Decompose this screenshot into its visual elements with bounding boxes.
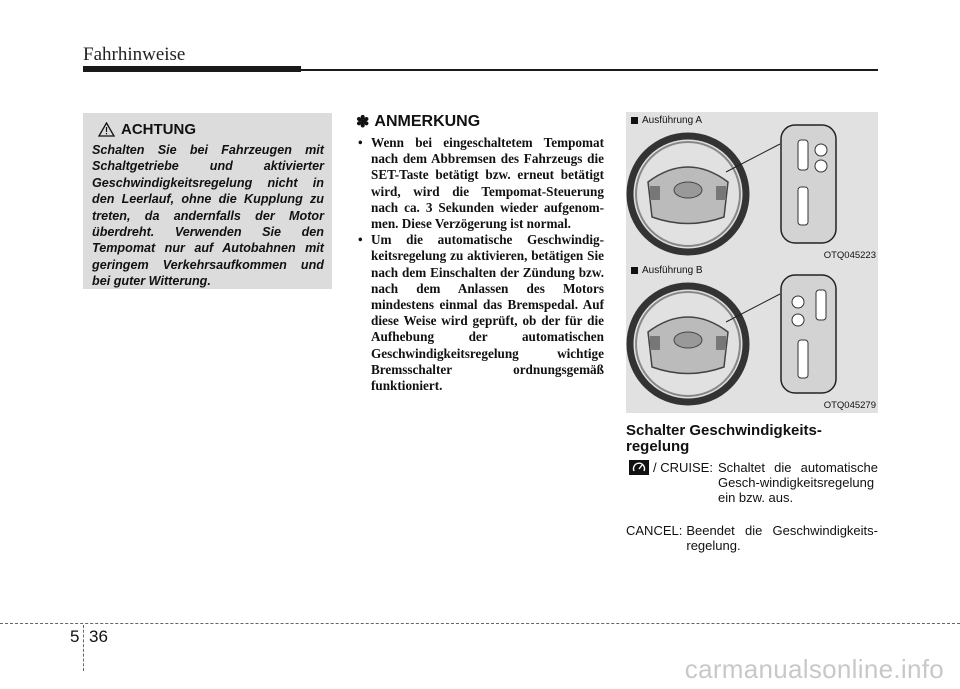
figure-label-text: Ausführung B bbox=[642, 265, 703, 276]
figure-variant-b bbox=[626, 262, 878, 413]
figure-code: OTQ045223 bbox=[823, 250, 876, 261]
caution-header bbox=[98, 121, 324, 138]
cruise-definition bbox=[626, 460, 878, 505]
header-rule-thick bbox=[83, 66, 301, 72]
note-header bbox=[356, 112, 604, 132]
cancel-description: Beendet die Geschwindigkeits-regelung. bbox=[686, 523, 878, 553]
cruise-description: Schaltet die automatische Gesch-windigkeitsregelung ein bzw. aus. bbox=[717, 460, 878, 505]
footer-divider bbox=[0, 623, 960, 624]
cruise-key: / CRUISE: bbox=[653, 460, 713, 475]
figure-label bbox=[631, 115, 702, 126]
steering-wheel-illustration bbox=[626, 112, 878, 263]
footer-vertical-divider bbox=[83, 625, 84, 671]
note-item: • Wenn bei eingeschaltetem Tempomat nach dem Abbremsen des Fahrzeugs die SET-Taste betätigt bzw. erneut betätigt wird, wird die Tempomat-Steuerung nach ca. 3 Sekunden wieder aufgenom-men. Diese Verzögerung ist normal. bbox=[356, 135, 604, 232]
note-title: ANMERKUNG bbox=[374, 113, 481, 130]
cruise-control-icon bbox=[629, 460, 649, 475]
caution-text: Schalten Sie bei Fahrzeugen mit Schaltgetriebe und aktivierter Geschwindigkeitsregelung nicht in den Leerlauf, ohne die Kupplung zu treten, da andernfalls der Motor überdreht. Verwenden Sie den Tempomat nur auf Autobahnen mit geringem Verkehrsaufkommen und bei guter Witterung. bbox=[92, 143, 324, 289]
watermark: carmanualsonline.info bbox=[684, 654, 944, 684]
square-bullet-icon bbox=[631, 267, 638, 274]
note-section bbox=[356, 112, 604, 394]
cancel-definition bbox=[626, 523, 878, 553]
square-bullet-icon bbox=[631, 117, 638, 124]
figure-label bbox=[631, 265, 703, 276]
figure-variant-a bbox=[626, 112, 878, 263]
figure-label-text: Ausführung A bbox=[642, 115, 703, 126]
switch-section-title: Schalter Geschwindigkeits-regelung bbox=[626, 422, 822, 455]
note-list bbox=[356, 135, 604, 394]
warning-triangle-icon bbox=[98, 122, 115, 137]
note-symbol-icon: ✽ bbox=[356, 114, 370, 131]
header-rule-thin bbox=[301, 69, 878, 71]
note-item: • Um die automatische Geschwindig-keitsregelung zu aktivieren, betätigen Sie nach dem Einschalten der Zündung bzw. nach dem Anlassen des Motors mindestens einmal das Bremspedal. Auf diese Weise wird geprüft, ob der für die Aufhebung der automatischen Geschwindigkeitsregelung wichtige Bremsschalter ordnungsgemäß funktioniert. bbox=[356, 232, 604, 394]
page-number: 36 bbox=[89, 627, 108, 646]
chapter-number: 5 bbox=[70, 627, 80, 646]
steering-wheel-illustration bbox=[626, 262, 878, 413]
cancel-key: CANCEL: bbox=[626, 523, 683, 538]
figure-code: OTQ045279 bbox=[823, 400, 876, 411]
caution-title: ACHTUNG bbox=[121, 121, 196, 138]
caution-box bbox=[83, 113, 332, 289]
page-header-title: Fahrhinweise bbox=[83, 44, 186, 65]
